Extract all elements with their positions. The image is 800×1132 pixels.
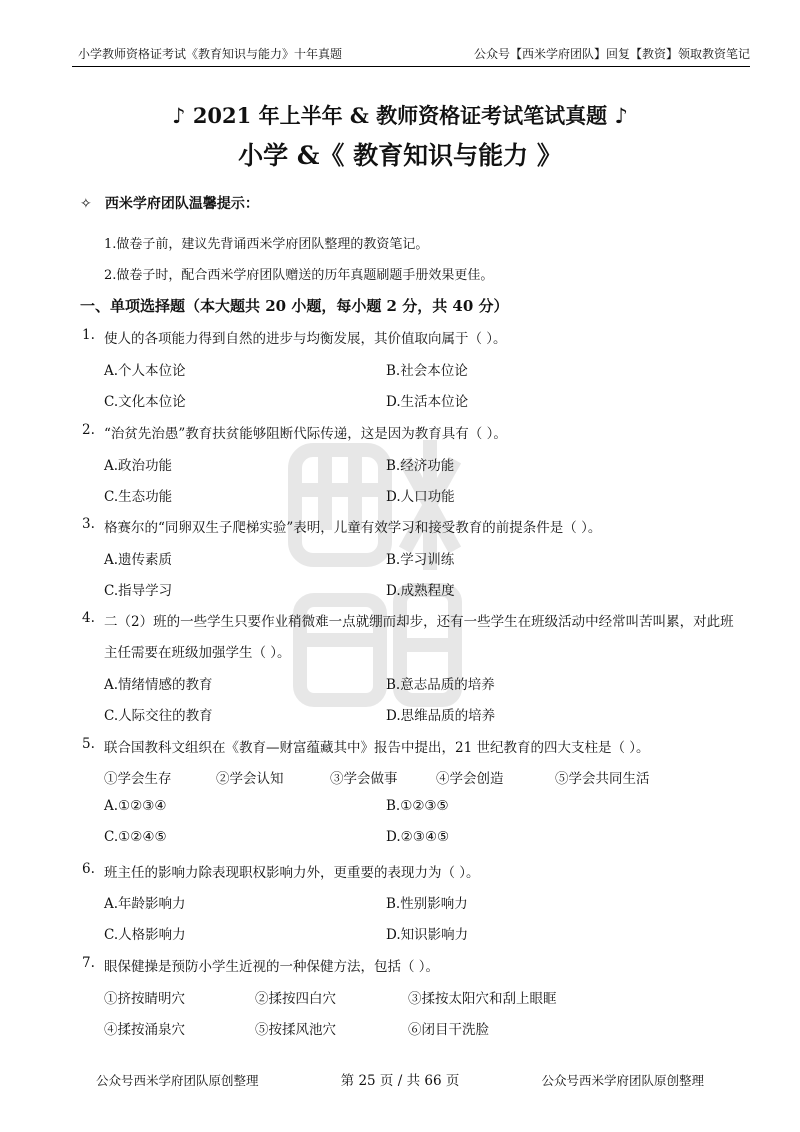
question-text: 二（2）班的一些学生只要作业稍微难一点就绷而却步，还有一些学生在班级活动中经常叫苦叫累，对此班: [104, 614, 734, 630]
section-title: 一、单项选择题（本大题共 20 小题，每小题 2 分，共 40 分）: [80, 297, 509, 315]
option-b: B.社会本位论: [386, 363, 468, 379]
question-number: 7.: [82, 955, 95, 971]
tips-heading-text: 西米学府团队温馨提示：: [104, 196, 259, 212]
option-d: D.知识影响力: [386, 927, 469, 943]
sub-item: ④揉按涌泉穴: [104, 1022, 185, 1038]
sub-item: ①挤按睛明穴: [104, 991, 185, 1007]
header-right-text: 公众号【西米学府团队】回复【教资】领取教资笔记: [473, 47, 750, 61]
question-number: 2.: [82, 422, 95, 438]
option-c: C.人际交往的教育: [104, 708, 213, 724]
sub-item: ⑤按揉风池穴: [255, 1022, 336, 1038]
header-left-text: 小学教师资格证考试《教育知识与能力》十年真题: [78, 47, 343, 61]
option-c: C.人格影响力: [104, 927, 186, 943]
sub-item: ①学会生存: [104, 771, 172, 787]
option-c: C.指导学习: [104, 583, 173, 599]
option-a: A.政治功能: [104, 458, 173, 474]
option-b: B.性别影响力: [386, 896, 468, 912]
option-c: C.①②④⑤: [104, 829, 167, 845]
option-d: D.②③④⑤: [386, 829, 450, 845]
option-d: D.成熟程度: [386, 583, 455, 599]
sub-item: ③揉按太阳穴和刮上眼眶: [408, 991, 557, 1007]
option-b: B.学习训练: [386, 552, 455, 568]
question-text-continued: 主任需要在班级加强学生（ ）。: [104, 645, 291, 661]
option-b: B.经济功能: [386, 458, 455, 474]
option-b: B.意志品质的培养: [386, 677, 495, 693]
option-d: D.思维品质的培养: [386, 708, 496, 724]
exam-title: ♪ 2021 年上半年 & 教师资格证考试笔试真题 ♪: [172, 103, 628, 128]
sub-item: ②学会认知: [216, 771, 284, 787]
option-a: A.①②③④: [104, 798, 167, 814]
option-c: C.文化本位论: [104, 394, 186, 410]
page-number: 第 25 页 / 共 66 页: [340, 1073, 460, 1089]
question-number: 1.: [82, 327, 95, 343]
header-divider: [72, 66, 750, 67]
question-text: 格赛尔的“同卵双生子爬梯实验”表明，儿童有效学习和接受教育的前提条件是（ ）。: [104, 520, 602, 536]
sparkle-icon: ✧: [80, 196, 92, 212]
question-text: 使人的各项能力得到自然的进步与均衡发展，其价值取向属于（ ）。: [104, 331, 507, 347]
exam-subtitle: 小学 &《 教育知识与能力 》: [238, 141, 562, 170]
option-c: C.生态功能: [104, 489, 173, 505]
footer-right-text: 公众号西米学府团队原创整理: [541, 1073, 704, 1088]
option-d: D.生活本位论: [386, 394, 469, 410]
option-a: A.遗传素质: [104, 552, 173, 568]
sub-item: ②揉按四白穴: [255, 991, 336, 1007]
question-text: 班主任的影响力除表现职权影响力外，更重要的表现力为（ ）。: [104, 865, 480, 881]
sub-item: ⑥闭目干洗脸: [408, 1022, 489, 1038]
tip-item: 1.做卷子前，建议先背诵西米学府团队整理的教资笔记。: [104, 237, 429, 252]
option-d: D.人口功能: [386, 489, 455, 505]
footer-left-text: 公众号西米学府团队原创整理: [96, 1073, 259, 1088]
sub-item: ⑤学会共同生活: [555, 771, 650, 787]
sub-item: ③学会做事: [330, 771, 398, 787]
question-number: 5.: [82, 736, 95, 752]
question-number: 3.: [82, 516, 95, 532]
question-number: 4.: [82, 610, 95, 626]
option-b: B.①②③⑤: [386, 798, 449, 814]
tips-heading: [80, 193, 259, 213]
question-number: 6.: [82, 861, 95, 877]
question-text: “治贫先治愚”教育扶贫能够阻断代际传递，这是因为教育具有（ ）。: [104, 426, 507, 442]
option-a: A.年龄影响力: [104, 896, 186, 912]
question-text: 眼保健操是预防小学生近视的一种保健方法，包括（ ）。: [104, 959, 440, 975]
option-a: A.个人本位论: [104, 363, 186, 379]
sub-item: ④学会创造: [436, 771, 504, 787]
tip-item: 2.做卷子时，配合西米学府团队赠送的历年真题刷题手册效果更佳。: [104, 268, 494, 283]
option-a: A.情绪情感的教育: [104, 677, 213, 693]
question-text: 联合国教科文组织在《教育—财富蕴藏其中》报告中提出，21 世纪教育的四大支柱是（ ）。: [104, 740, 650, 756]
